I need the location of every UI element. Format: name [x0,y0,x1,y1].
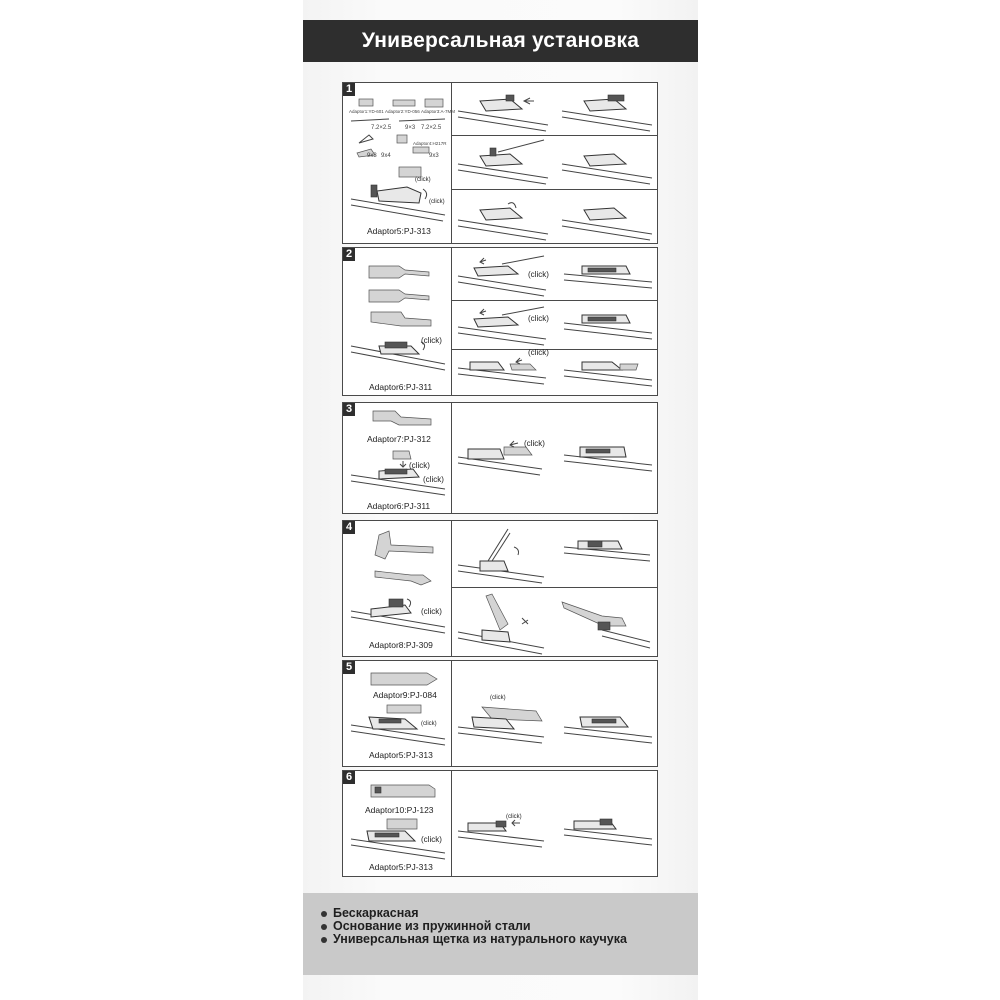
adaptor-caption: Adaptor9:PJ-084 [373,690,437,700]
section-number: 4 [343,521,355,534]
click-label: (click) [528,348,549,357]
section-4 [342,520,658,657]
adaptor-label: Adaptor3:A-7MM [421,109,456,114]
feature-text: Бескаркасная [333,906,419,920]
section-5-adaptors [343,661,452,766]
dimension-label: 7.2×2.5 [421,125,442,131]
step-illustration [458,525,653,583]
dimension-label: 9x3 [429,153,439,159]
adaptor-caption: Adaptor7:PJ-312 [367,434,431,444]
adaptor-label: Adaptor2:YD-056 [385,109,420,114]
click-label: (click) [524,439,545,448]
step-illustration [458,89,653,129]
section-4-adaptors [343,521,452,656]
feature-text: Основание из пружинной стали [333,919,531,933]
click-label: (click) [421,721,437,727]
section-1 [342,82,658,244]
adaptor-caption: Adaptor8:PJ-309 [369,640,433,650]
adaptor-mount-illustration [349,449,447,493]
step-cell [452,771,657,876]
step-cell [452,135,657,189]
section-6-adaptors [343,771,452,876]
adaptor-mount-illustration [347,163,447,218]
features-panel [303,893,698,975]
step-cell [452,349,657,396]
adaptor-illustration [365,260,435,330]
step-illustration [458,705,653,745]
bullet-icon [321,911,327,917]
adaptor-caption: Adaptor6:PJ-311 [367,501,431,511]
adaptor-illustration [369,781,441,803]
adaptor-caption: Adaptor10:PJ-123 [365,805,434,815]
step-illustration [458,254,653,296]
adaptor-label: Adaptor1:YD-601 [349,109,384,114]
step-cell [452,661,657,766]
section-number: 2 [343,248,355,261]
section-3 [342,402,658,514]
click-label: (click) [421,607,442,616]
adaptor-illustration [371,529,437,589]
section-number: 6 [343,771,355,784]
click-label: (click) [415,177,431,183]
adaptor-illustration [371,407,433,431]
click-label: (click) [421,835,442,844]
step-illustration [458,592,653,654]
click-label: (click) [506,814,522,820]
adaptor-caption: Adaptor5:PJ-313 [367,226,431,236]
step-illustration [458,196,653,238]
step-cell [452,587,657,657]
adaptor-caption: Adaptor5:PJ-313 [369,862,433,872]
section-1-adaptors [343,83,456,243]
dimension-label: 9×3 [405,125,416,131]
adaptor-illustration [369,669,441,691]
section-number: 3 [343,403,355,416]
adaptor-caption: Adaptor6:PJ-311 [369,382,433,392]
click-label: (click) [423,475,444,484]
section-3-adaptors [343,403,452,513]
step-cell [452,521,657,586]
click-label: (click) [409,461,430,470]
step-illustration [458,303,653,345]
dimension-label: 7.2×2.5 [371,125,392,131]
feature-text: Универсальная щетка из натурального каучука [333,932,627,946]
step-cell [452,83,657,134]
adaptor-label: Adaptor4:H217R [413,141,447,146]
step-illustration [458,354,653,394]
step-cell [452,300,657,349]
dimension-label: 9x3 [367,153,377,159]
section-number: 1 [343,83,355,96]
bullet-icon [321,937,327,943]
step-illustration [458,140,653,184]
section-6 [342,770,658,877]
feature-item [333,933,633,946]
section-number: 5 [343,661,355,674]
step-cell [452,248,657,299]
bullet-icon [321,924,327,930]
features-list [303,893,698,946]
click-label: (click) [528,270,549,279]
step-cell [452,403,657,513]
click-label: (click) [490,695,506,701]
click-label: (click) [528,314,549,323]
step-illustration [458,443,653,479]
step-illustration [458,817,653,851]
click-label: (click) [421,336,442,345]
dimension-label: 9x4 [381,153,391,159]
section-2 [342,247,658,396]
section-5 [342,660,658,767]
page-title: Универсальная установка [303,20,698,62]
section-2-adaptors [343,248,452,395]
click-label: (click) [429,199,445,205]
step-cell [452,189,657,244]
adaptor-caption: Adaptor5:PJ-313 [369,750,433,760]
